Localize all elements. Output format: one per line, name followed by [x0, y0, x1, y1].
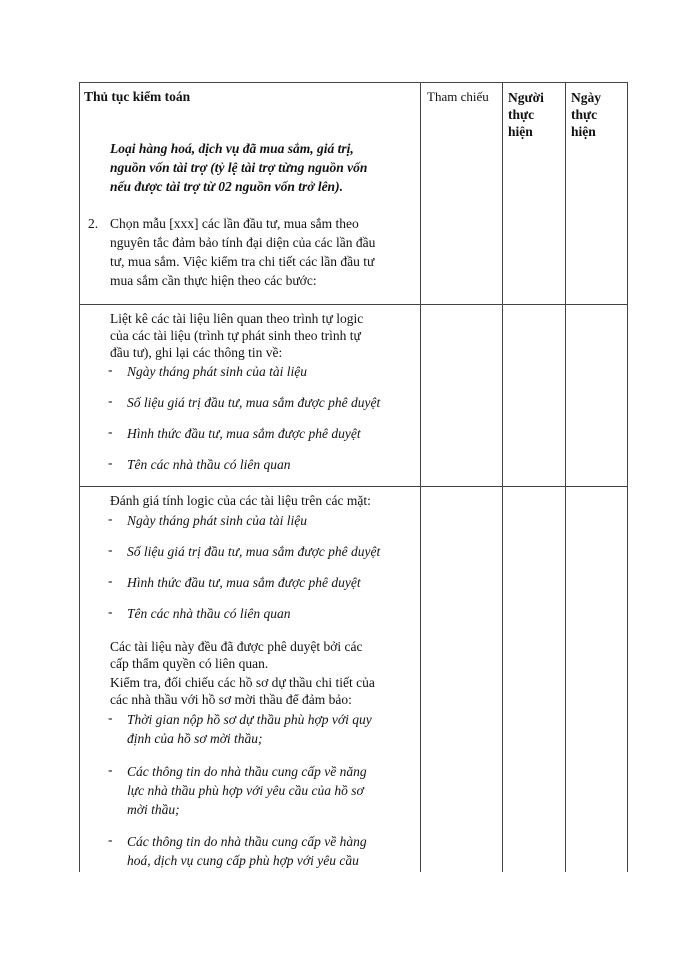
header-date-line: thực [571, 107, 598, 122]
bullet-dash: - [108, 511, 113, 526]
row3-check-line: các nhà thầu với hồ sơ mời thầu để đảm bảo: [110, 692, 352, 707]
header-reference: Tham chiếu [427, 89, 489, 104]
row3-check-bullet-line: định của hồ sơ mời thầu; [127, 731, 263, 746]
row3-bullet: Tên các nhà thầu có liên quan [127, 606, 291, 621]
row1-intro-line: Loại hàng hoá, dịch vụ đã mua sắm, giá trị, [110, 141, 354, 156]
row3-bullet: Hình thức đầu tư, mua sắm được phê duyệt [127, 575, 361, 590]
row1-item-line: Chọn mẫu [xxx] các lần đầu tư, mua sắm theo [110, 216, 359, 231]
table-left-border [79, 82, 80, 872]
header-performer [508, 89, 544, 140]
header-date [571, 89, 601, 140]
row3-check-line: Kiểm tra, đối chiếu các hồ sơ dự thầu chi tiết của [110, 675, 375, 690]
row2-bullet: Ngày tháng phát sinh của tài liệu [127, 364, 307, 379]
row3-check-bullet-line: lực nhà thầu phù hợp với yêu cầu của hồ sơ [127, 783, 364, 798]
row1-item-line: mua sắm cần thực hiện theo các bước: [110, 273, 317, 288]
row3-bullet: Số liệu giá trị đầu tư, mua sắm được phê duyệt [127, 544, 381, 559]
column-divider-performer [502, 82, 503, 872]
row2-intro-line: Liệt kê các tài liệu liên quan theo trình tự logic [110, 311, 364, 326]
row2-intro-line: đầu tư), ghi lại các thông tin về: [110, 345, 283, 360]
row3-approval-line: Các tài liệu này đều đã được phê duyệt bởi các [110, 639, 363, 654]
table-right-border [627, 82, 628, 872]
bullet-dash: - [108, 762, 113, 777]
row3-intro: Đánh giá tính logic của các tài liệu trên các mặt: [110, 493, 371, 508]
table-top-border [79, 82, 628, 83]
header-date-line: hiện [571, 124, 596, 139]
bullet-dash: - [108, 393, 113, 408]
header-procedure: Thủ tục kiểm toán [84, 89, 191, 104]
row1-intro-line: nếu được tài trợ từ 02 nguồn vốn trở lên). [110, 179, 343, 194]
row2-bullet: Tên các nhà thầu có liên quan [127, 457, 291, 472]
row3-bullet: Ngày tháng phát sinh của tài liệu [127, 513, 307, 528]
row3-check-bullet-line: hoá, dịch vụ cung cấp phù hợp với yêu cầu [127, 853, 359, 868]
row-divider-2 [79, 486, 628, 487]
row3-check-bullet-line: Các thông tin do nhà thầu cung cấp về năng [127, 764, 367, 779]
row3-check-bullet-line: mời thầu; [127, 802, 180, 817]
row2-bullet: Số liệu giá trị đầu tư, mua sắm được phê duyệt [127, 395, 381, 410]
row1-item-number: 2. [88, 216, 99, 231]
header-performer-line: hiện [508, 124, 533, 139]
row1-item-line: nguyên tắc đảm bảo tính đại diện của các lần đầu [110, 235, 376, 250]
row3-check-bullet-line: Thời gian nộp hồ sơ dự thầu phù hợp với quy [127, 712, 372, 727]
bullet-dash: - [108, 362, 113, 377]
bullet-dash: - [108, 455, 113, 470]
column-divider-date [565, 82, 566, 872]
bullet-dash: - [108, 710, 113, 725]
row3-approval-line: cấp thẩm quyền có liên quan. [110, 656, 269, 671]
column-divider-reference [420, 82, 421, 872]
bullet-dash: - [108, 573, 113, 588]
row2-bullet: Hình thức đầu tư, mua sắm được phê duyệt [127, 426, 361, 441]
row-divider-1 [79, 304, 628, 305]
row1-intro-line: nguồn vốn tài trợ (tỷ lệ tài trợ từng nguồn vốn [110, 160, 368, 175]
bullet-dash: - [108, 542, 113, 557]
bullet-dash: - [108, 424, 113, 439]
header-performer-line: thực [508, 107, 535, 122]
header-performer-line: Người [508, 90, 544, 105]
row2-intro-line: của các tài liệu (trình tự phát sinh theo trình tự [110, 328, 361, 343]
bullet-dash: - [108, 604, 113, 619]
bullet-dash: - [108, 832, 113, 847]
row1-item-line: tư, mua sắm. Việc kiểm tra chi tiết các lần đầu tư [110, 254, 375, 269]
row3-check-bullet-line: Các thông tin do nhà thầu cung cấp về hàng [127, 834, 367, 849]
header-date-line: Ngày [571, 90, 601, 105]
